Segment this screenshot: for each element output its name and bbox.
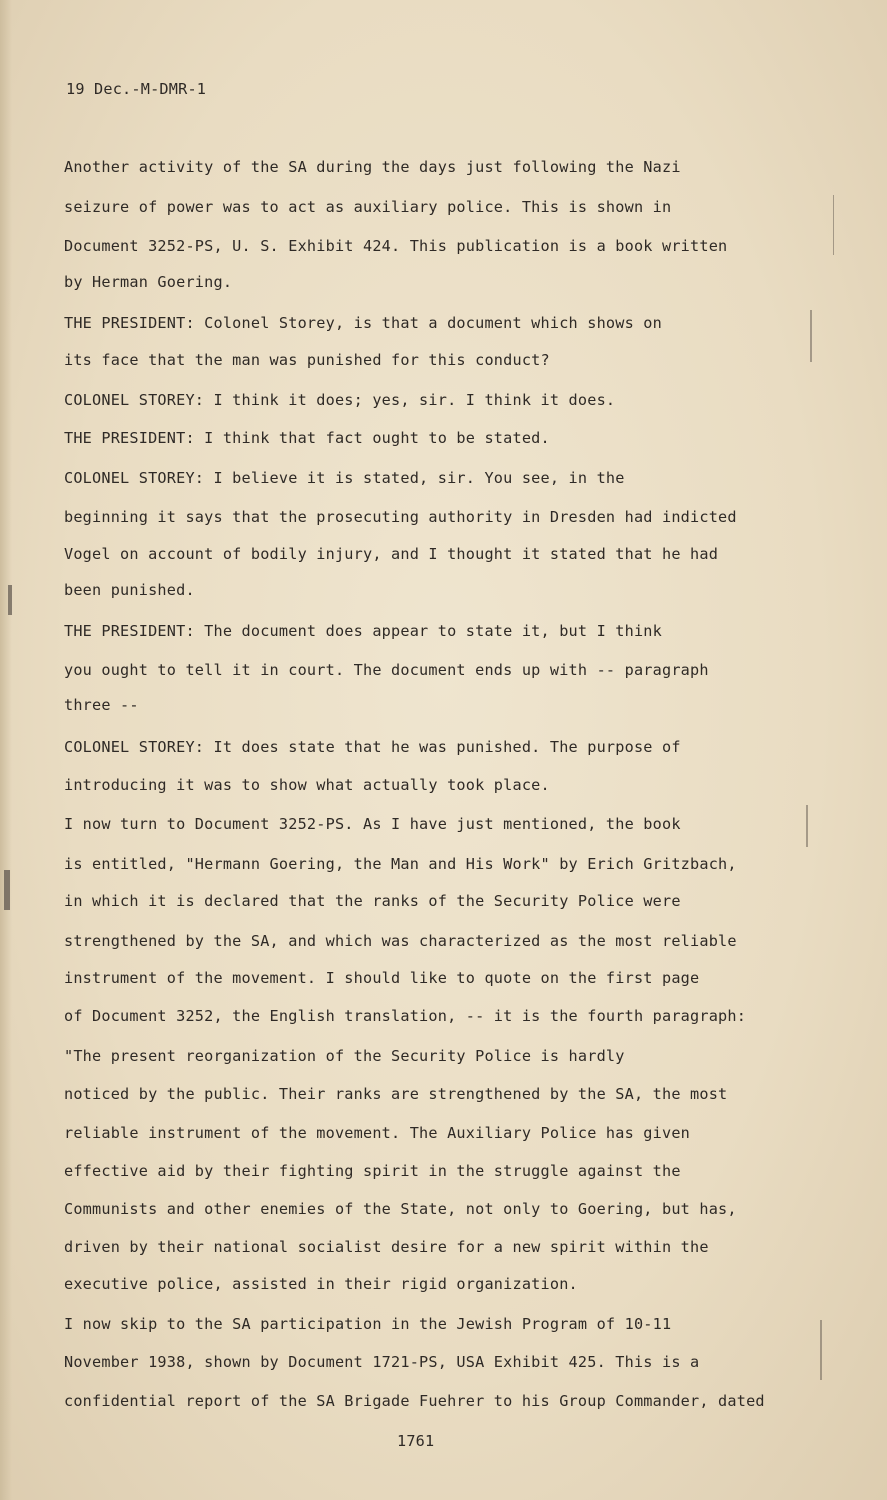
text-line: of Document 3252, the English translation, -- it is the fourth paragraph: xyxy=(64,1007,747,1025)
text-line: I now turn to Document 3252-PS. As I have just mentioned, the book xyxy=(64,815,681,833)
margin-mark xyxy=(810,310,812,362)
text-line: Document 3252-PS, U. S. Exhibit 424. This publication is a book written xyxy=(64,237,728,255)
binding-shadow xyxy=(0,0,12,1500)
quote-line: driven by their national socialist desire for a new spirit within the xyxy=(64,1238,709,1256)
quote-line: "The present reorganization of the Security Police is hardly xyxy=(64,1047,625,1065)
text-line: its face that the man was punished for this conduct? xyxy=(64,351,550,369)
text-line: in which it is declared that the ranks of the Security Police were xyxy=(64,892,681,910)
text-line: I now skip to the SA participation in the Jewish Program of 10-11 xyxy=(64,1315,672,1333)
margin-mark xyxy=(8,585,12,615)
text-line: is entitled, "Hermann Goering, the Man and His Work" by Erich Gritzbach, xyxy=(64,855,737,873)
text-line: COLONEL STOREY: It does state that he was punished. The purpose of xyxy=(64,738,681,756)
text-line: COLONEL STOREY: I believe it is stated, sir. You see, in the xyxy=(64,469,625,487)
text-line: by Herman Goering. xyxy=(64,273,233,291)
quote-line: Communists and other enemies of the State, not only to Goering, but has, xyxy=(64,1200,737,1218)
text-line: November 1938, shown by Document 1721-PS, USA Exhibit 425. This is a xyxy=(64,1353,700,1371)
text-line: THE PRESIDENT: I think that fact ought to be stated. xyxy=(64,429,550,447)
text-line: beginning it says that the prosecuting authority in Dresden had indicted xyxy=(64,508,737,526)
text-line: instrument of the movement. I should like to quote on the first page xyxy=(64,969,700,987)
text-line: seizure of power was to act as auxiliary police. This is shown in xyxy=(64,198,672,216)
quote-line: effective aid by their fighting spirit in the struggle against the xyxy=(64,1162,681,1180)
margin-mark xyxy=(820,1320,822,1380)
text-line: you ought to tell it in court. The document ends up with -- paragraph xyxy=(64,661,709,679)
text-line: strengthened by the SA, and which was characterized as the most reliable xyxy=(64,932,737,950)
text-line: Vogel on account of bodily injury, and I thought it stated that he had xyxy=(64,545,719,563)
text-line: THE PRESIDENT: The document does appear to state it, but I think xyxy=(64,622,662,640)
margin-mark xyxy=(833,195,834,255)
margin-mark xyxy=(4,870,10,910)
text-line: COLONEL STOREY: I think it does; yes, sir. I think it does. xyxy=(64,391,616,409)
margin-mark xyxy=(806,805,808,847)
text-line: been punished. xyxy=(64,581,195,599)
page-number: 1761 xyxy=(397,1432,435,1450)
quote-line: reliable instrument of the movement. The Auxiliary Police has given xyxy=(64,1124,691,1142)
quote-line: executive police, assisted in their rigid organization. xyxy=(64,1275,578,1293)
text-line: Another activity of the SA during the days just following the Nazi xyxy=(64,158,681,176)
quote-line: noticed by the public. Their ranks are strengthened by the SA, the most xyxy=(64,1085,728,1103)
page-header: 19 Dec.-M-DMR-1 xyxy=(66,80,207,98)
text-line: confidential report of the SA Brigade Fuehrer to his Group Commander, dated xyxy=(64,1392,765,1410)
text-line: introducing it was to show what actually took place. xyxy=(64,776,550,794)
text-line: THE PRESIDENT: Colonel Storey, is that a document which shows on xyxy=(64,314,662,332)
text-line: three -- xyxy=(64,696,139,714)
